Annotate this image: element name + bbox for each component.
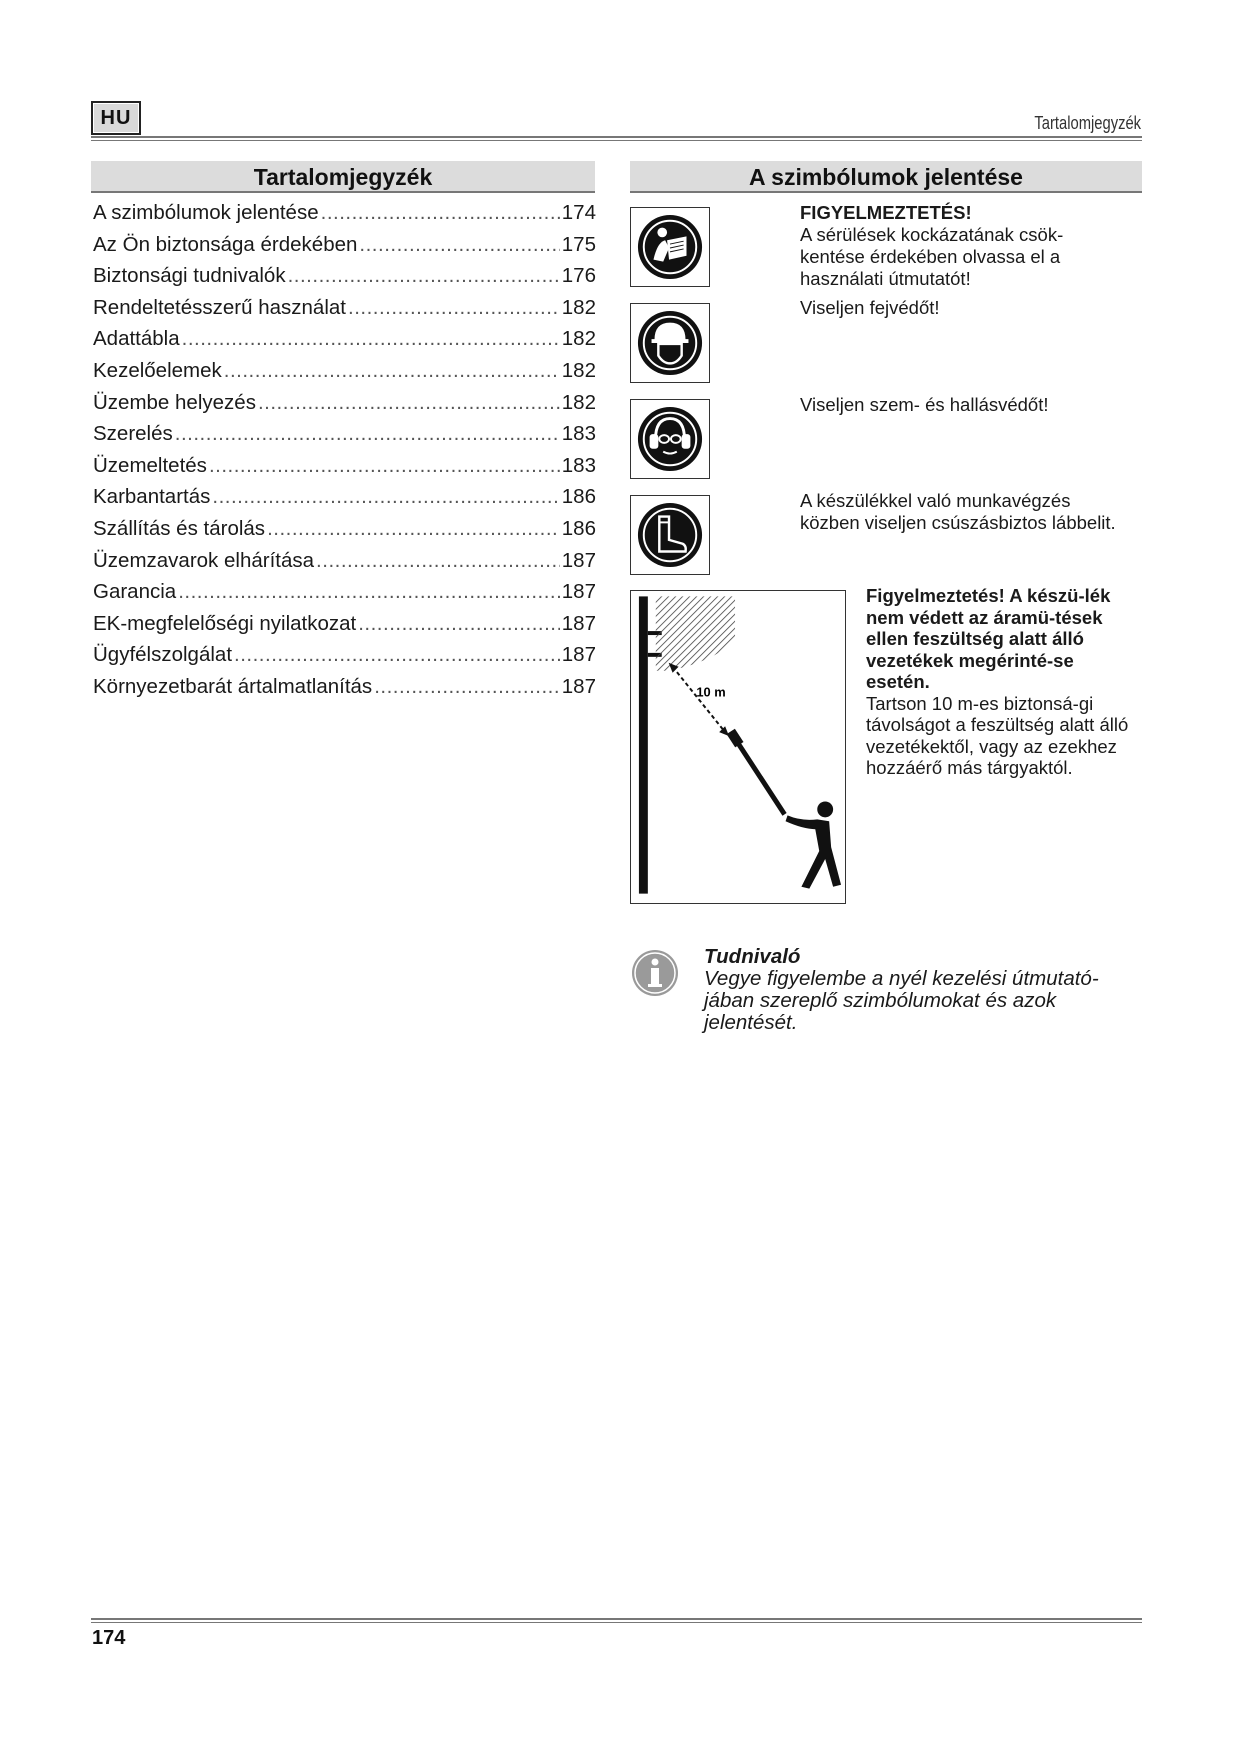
toc-leader-dots	[374, 675, 560, 699]
toc-leader-dots	[234, 643, 560, 667]
toc-entry	[93, 422, 596, 454]
toc-entry-page: 187	[561, 611, 596, 635]
language-badge: HU	[91, 101, 141, 135]
toc-entry	[93, 580, 596, 612]
read-manual-icon	[630, 207, 710, 287]
toc-entry	[93, 675, 596, 707]
header-rule	[91, 140, 1142, 141]
toc-leader-dots	[288, 264, 560, 288]
symbol-description: Viseljen fejvédőt!	[800, 297, 940, 318]
toc-entry-title: Környezetbarát ártalmatlanítás	[93, 674, 373, 698]
symbol-description: A készülékkel való munkavégzés közben viseljen csúszásbiztos lábbelit.	[800, 490, 1116, 533]
toc-leader-dots	[258, 391, 560, 415]
toc-entry-page: 182	[561, 358, 596, 382]
toc-entry-title: EK-megfelelőségi nyilatkozat	[93, 611, 357, 635]
toc-entry-page: 182	[561, 390, 596, 414]
toc-entry-title: Ügyfélszolgálat	[93, 643, 233, 667]
toc-entry-title: Az Ön biztonsága érdekében	[93, 232, 358, 256]
symbol-description: A sérülések kockázatának csök-kentése érdekében olvassa el a használati útmutatót!	[800, 224, 1064, 289]
footer-rule	[91, 1622, 1142, 1623]
toc-entry-title: Garancia	[93, 580, 177, 604]
symbol-heading: FIGYELMEZTETÉS!	[800, 202, 972, 223]
power-line-warning	[866, 585, 1131, 779]
symbol-text-read-manual	[800, 202, 1120, 290]
power-line-distance-icon	[630, 590, 846, 904]
toc-heading: Tartalomjegyzék	[91, 161, 595, 193]
toc-entry-page: 176	[561, 264, 596, 288]
toc-list	[93, 201, 596, 707]
toc-entry-page: 187	[561, 548, 596, 572]
note-heading: Tudnivaló	[704, 945, 801, 968]
toc-leader-dots	[316, 549, 560, 573]
toc-entry-title: Adattábla	[93, 327, 180, 351]
info-icon	[630, 948, 680, 998]
toc-entry	[93, 612, 596, 644]
toc-entry-page: 174	[561, 201, 596, 224]
toc-entry-title: Üzembe helyezés	[93, 390, 256, 414]
toc-entry	[93, 454, 596, 486]
page-number: 174	[92, 1627, 126, 1649]
toc-entry	[93, 359, 596, 391]
running-head: Tartalomjegyzék	[1034, 113, 1141, 133]
toc-leader-dots	[359, 233, 559, 257]
toc-entry-page: 183	[561, 453, 596, 477]
toc-entry-page: 187	[561, 643, 596, 667]
toc-entry	[93, 643, 596, 675]
symbol-description: Viseljen szem- és hallásvédőt!	[800, 394, 1049, 415]
toc-leader-dots	[348, 296, 560, 320]
toc-entry-title: Szállítás és tárolás	[93, 516, 266, 540]
head-protection-icon	[630, 303, 710, 383]
toc-leader-dots	[209, 454, 560, 478]
toc-leader-dots	[175, 422, 560, 446]
symbol-text-safety-boots	[800, 490, 1120, 534]
toc-entry-page: 186	[561, 516, 596, 540]
toc-entry-title: Szerelés	[93, 422, 173, 446]
toc-entry-title: A szimbólumok jelentése	[93, 201, 319, 224]
toc-entry-page: 187	[561, 580, 596, 604]
toc-entry-page: 175	[561, 232, 596, 256]
toc-entry	[93, 264, 596, 296]
safety-boots-icon	[630, 495, 710, 575]
toc-entry-page: 182	[561, 327, 596, 351]
toc-leader-dots	[182, 327, 560, 351]
distance-label: 10 m	[696, 684, 726, 700]
toc-entry-title: Üzemzavarok elhárítása	[93, 548, 315, 572]
toc-entry-page: 183	[561, 422, 596, 446]
eye-ear-protection-icon	[630, 399, 710, 479]
toc-entry-title: Rendeltetésszerű használat	[93, 295, 346, 319]
toc-entry	[93, 296, 596, 328]
toc-entry-page: 187	[561, 674, 596, 698]
toc-leader-dots	[321, 201, 560, 225]
toc-leader-dots	[212, 485, 559, 509]
power-line-warning-text: Tartson 10 m-es biztonsá-gi távolságot a feszültség alatt álló vezetékektől, vagy az ezekhez hozzáérő más tárgyaktól.	[866, 692, 1129, 778]
toc-entry-title: Üzemeltetés	[93, 453, 207, 477]
toc-entry	[93, 327, 596, 359]
toc-entry-page: 186	[561, 485, 596, 509]
toc-leader-dots	[224, 359, 560, 383]
note-text: Vegye figyelembe a nyél kezelési útmutató-jában szereplő szimbólumokat és azok jelentését.	[704, 967, 1099, 1034]
toc-entry	[93, 233, 596, 265]
toc-entry-title: Biztonsági tudnivalók	[93, 264, 286, 288]
power-line-warning-bold: Figyelmeztetés! A készü-lék nem védett az áramü-tések ellen feszültség alatt álló vezetékek megérinté-se esetén.	[866, 585, 1111, 692]
toc-entry-title: Kezelőelemek	[93, 358, 222, 382]
toc-entry	[93, 549, 596, 581]
footer-rule	[91, 1618, 1142, 1620]
toc-leader-dots	[267, 517, 560, 541]
toc-leader-dots	[358, 612, 560, 636]
toc-leader-dots	[178, 580, 560, 604]
toc-entry	[93, 391, 596, 423]
note	[704, 946, 1144, 1034]
symbol-text-head-protection	[800, 297, 1120, 319]
toc-entry	[93, 201, 596, 233]
symbol-text-eye-ear-protection	[800, 394, 1120, 416]
header-rule	[91, 136, 1142, 138]
symbols-heading: A szimbólumok jelentése	[630, 161, 1142, 193]
toc-entry	[93, 485, 596, 517]
toc-entry-page: 182	[561, 295, 596, 319]
toc-entry-title: Karbantartás	[93, 485, 211, 509]
toc-entry	[93, 517, 596, 549]
